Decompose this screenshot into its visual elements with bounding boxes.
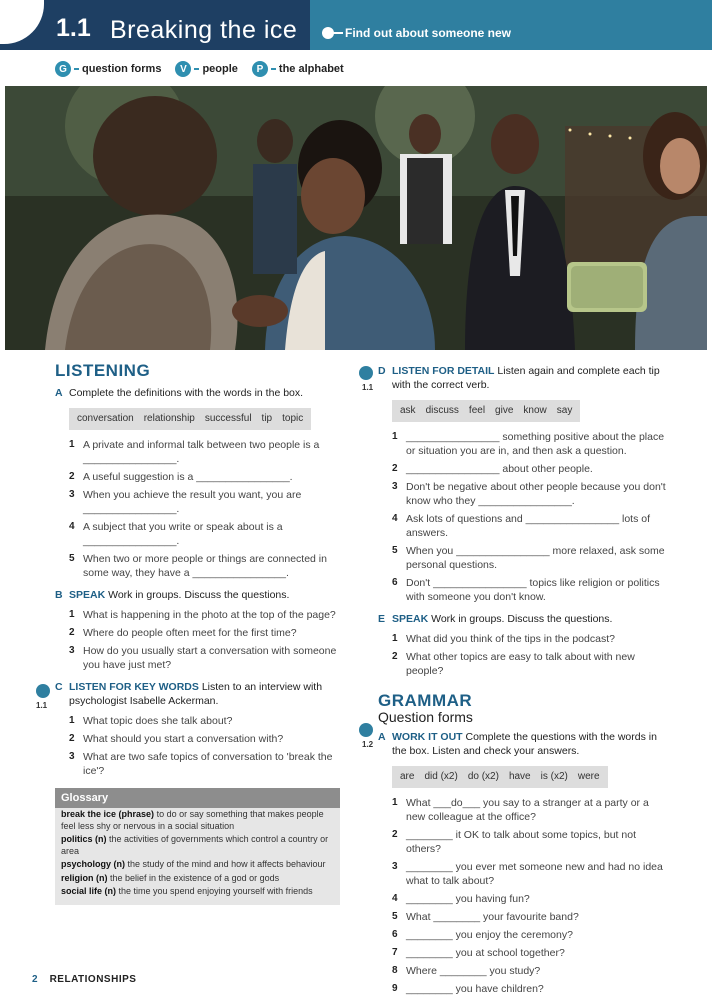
- task-text: Listen to an interview with psychologist Isabelle Ackerman.: [69, 681, 323, 707]
- item-text: What should you start a conversation with?: [83, 733, 284, 745]
- item-text: A subject that you write or speak about is a ________________.: [83, 521, 283, 547]
- task-a-items: [69, 438, 345, 580]
- item-text: ________ you having fun?: [406, 893, 530, 905]
- list-item: 4 Ask lots of questions and ________________ lots of answers.: [392, 512, 668, 540]
- tag-connector: [271, 68, 276, 70]
- right-column: [378, 364, 668, 1000]
- task-letter: D: [378, 365, 386, 377]
- task-letter: C: [55, 681, 63, 693]
- task-d-items: [392, 430, 668, 604]
- tag-connector: [194, 68, 199, 70]
- list-item: 7 ________ you at school together?: [392, 947, 565, 959]
- item-text: Where ________ you study?: [406, 965, 541, 977]
- grammar-task-a-instruction: [378, 730, 668, 758]
- task-text: Complete the questions with the words in the box. Listen and check your answers.: [392, 731, 657, 757]
- task-key: LISTEN FOR DETAIL: [392, 365, 495, 377]
- lesson-goal: Find out about someone new: [345, 26, 511, 40]
- word-box-item: successful: [204, 413, 252, 424]
- page-footer: [32, 974, 136, 985]
- task-e-instruction: [378, 612, 668, 626]
- glossary-entry: politics (n) the activities of governments which control a country or area: [61, 834, 329, 856]
- task-text: Listen again and complete each tip with the correct verb.: [392, 365, 660, 391]
- goal-connector: [333, 32, 343, 34]
- list-item: 5 When you ________________ more relaxed, ask some personal questions.: [392, 544, 668, 572]
- list-item: 3 Don't be negative about other people because you don't know who they ________________.: [392, 480, 668, 508]
- list-item: 1 What did you think of the tips in the podcast?: [392, 633, 615, 645]
- photo-illustration: [5, 86, 707, 350]
- list-item: 8 Where ________ you study?: [392, 965, 541, 977]
- word-box-item: say: [556, 405, 573, 416]
- party-photo: [5, 86, 707, 350]
- list-item: 2 A useful suggestion is a ________________.: [69, 471, 293, 483]
- task-key: SPEAK: [392, 613, 429, 625]
- unit-title: Breaking the ice: [110, 16, 298, 44]
- header-goal-panel: [310, 0, 712, 50]
- word-box-item: tip: [261, 413, 273, 424]
- task-b-items: [69, 608, 345, 672]
- task-c-instruction: [55, 680, 345, 708]
- task-letter: E: [378, 613, 386, 625]
- item-text: Don't ________________ topics like religion or politics with someone you don't know.: [406, 577, 660, 603]
- list-item: 1 What is happening in the photo at the top of the page?: [69, 609, 336, 621]
- item-text: ________ you ever met someone new and had no idea what to talk about?: [406, 861, 663, 887]
- item-text: A useful suggestion is a ________________.: [83, 471, 293, 483]
- word-box-item: relationship: [143, 413, 195, 424]
- item-text: What ___do___ you say to a stranger at a party or a new colleague at the office?: [406, 797, 649, 823]
- item-text: ________ you enjoy the ceremony?: [406, 929, 573, 941]
- grammar-task-a-items: [392, 796, 668, 996]
- word-box-item: know: [523, 405, 547, 416]
- item-text: What did you think of the tips in the podcast?: [406, 633, 615, 645]
- list-item: 3 What are two safe topics of conversation to 'break the ice'?: [69, 750, 345, 778]
- word-box-item: ask: [400, 405, 416, 416]
- list-item: 2 ________ it OK to talk about some topics, but not others?: [392, 828, 668, 856]
- task-key: WORK IT OUT: [392, 731, 463, 743]
- tag-vocabulary: [175, 61, 237, 77]
- item-text: When you achieve the result you want, you are ________________.: [83, 489, 302, 515]
- task-key: SPEAK: [69, 589, 106, 601]
- unit-number: 1.1: [56, 14, 91, 42]
- audio-track-code: 1.2: [362, 740, 374, 749]
- word-box-a: [69, 408, 311, 430]
- lesson-tags: [55, 60, 344, 78]
- word-box-item: have: [508, 771, 531, 782]
- item-text: ________ it OK to talk about some topics, but not others?: [406, 829, 636, 855]
- glossary-box: [55, 788, 340, 905]
- glossary-title: Glossary: [55, 788, 340, 808]
- list-item: 2 What other topics are easy to talk about with new people?: [392, 650, 668, 678]
- item-text: ________ you have children?: [406, 983, 544, 995]
- item-text: When two or more people or things are connected in some way, they have a ________________.: [83, 553, 327, 579]
- word-box-item: feel: [468, 405, 486, 416]
- grammar-subtitle: Question forms: [378, 709, 473, 725]
- list-item: 2 ________________ about other people.: [392, 463, 593, 475]
- audio-play-icon[interactable]: [359, 366, 373, 380]
- item-text: ________________ about other people.: [406, 463, 593, 475]
- audio-track-code: 1.1: [362, 383, 374, 392]
- list-item: 1 What topic does she talk about?: [69, 715, 233, 727]
- word-box-d: [392, 400, 580, 422]
- glossary-entry: psychology (n) the study of the mind and how it affects behaviour: [61, 859, 326, 869]
- task-text: Complete the definitions with the words in the box.: [69, 387, 304, 399]
- list-item: 2 Where do people often meet for the first time?: [69, 627, 297, 639]
- item-text: What other topics are easy to talk about with new people?: [406, 651, 635, 677]
- word-box-item: is (x2): [540, 771, 568, 782]
- item-text: When you ________________ more relaxed, ask some personal questions.: [406, 545, 665, 571]
- word-box-item: conversation: [77, 413, 134, 424]
- glossary-entry: religion (n) the belief in the existence of a god or gods: [61, 872, 280, 883]
- item-text: How do you usually start a conversation with someone you have just met?: [83, 645, 337, 671]
- list-item: 3 When you achieve the result you want, you are ________________.: [69, 488, 345, 516]
- list-item: 1 What ___do___ you say to a stranger at a party or a new colleague at the office?: [392, 796, 668, 824]
- vocabulary-badge-icon: V: [175, 61, 191, 77]
- pronunciation-badge-icon: P: [252, 61, 268, 77]
- list-item: 5 What ________ your favourite band?: [392, 911, 579, 923]
- item-text: Ask lots of questions and ________________ lots of answers.: [406, 513, 651, 539]
- grammar-badge-icon: G: [55, 61, 71, 77]
- task-letter: B: [55, 589, 63, 601]
- list-item: 1 ________________ something positive about the place or situation you are in, and then ask a question.: [392, 430, 668, 458]
- list-item: 4 ________ you having fun?: [392, 893, 530, 905]
- task-e-items: [392, 632, 668, 678]
- word-box-item: do (x2): [467, 771, 499, 782]
- list-item: 2 What should you start a conversation with?: [69, 733, 284, 745]
- task-c-items: [69, 714, 345, 778]
- task-letter: A: [55, 387, 63, 399]
- word-box-item: are: [400, 771, 415, 782]
- list-item: 9 ________ you have children?: [392, 983, 544, 995]
- tag-label: the alphabet: [278, 63, 344, 75]
- item-text: What ________ your favourite band?: [406, 911, 579, 923]
- audio-play-icon[interactable]: [36, 684, 50, 698]
- task-key: LISTEN FOR KEY WORDS: [69, 681, 199, 693]
- unit-header: [0, 0, 712, 50]
- item-text: What topic does she talk about?: [83, 715, 233, 727]
- task-a-instruction: [55, 386, 345, 400]
- word-box-item: discuss: [425, 405, 459, 416]
- task-text: Work in groups. Discuss the questions.: [108, 589, 290, 601]
- list-item: 1 A private and informal talk between two people is a ________________.: [69, 438, 345, 466]
- item-text: ________ you at school together?: [406, 947, 565, 959]
- tag-grammar: [55, 61, 161, 77]
- tag-label: people: [202, 63, 238, 75]
- word-box-grammar: [392, 766, 608, 788]
- item-text: What is happening in the photo at the top of the page?: [83, 609, 336, 621]
- listening-heading: LISTENING: [55, 361, 151, 380]
- word-box-item: were: [577, 771, 600, 782]
- left-column: [55, 361, 345, 905]
- list-item: 3 How do you usually start a conversation with someone you have just met?: [69, 644, 345, 672]
- list-item: 6 ________ you enjoy the ceremony?: [392, 929, 573, 941]
- tag-pronunciation: [252, 61, 344, 77]
- glossary-entry: break the ice (phrase) to do or say something that makes people feel less shy or nervous in a social situation: [61, 809, 324, 831]
- item-text: ________________ something positive about the place or situation you are in, and then ask a question.: [406, 431, 665, 457]
- word-box-item: give: [495, 405, 514, 416]
- list-item: 3 ________ you ever met someone new and had no idea what to talk about?: [392, 860, 668, 888]
- page-number: 2: [32, 974, 38, 985]
- list-item: 4 A subject that you write or speak about is a ________________.: [69, 520, 345, 548]
- grammar-heading: GRAMMAR: [378, 691, 473, 710]
- tag-connector: [74, 68, 79, 70]
- list-item: 6 Don't ________________ topics like religion or politics with someone you don't know.: [392, 576, 668, 604]
- item-text: What are two safe topics of conversation to 'break the ice'?: [83, 751, 333, 777]
- item-text: A private and informal talk between two people is a ________________.: [83, 439, 320, 465]
- audio-play-icon[interactable]: [359, 723, 373, 737]
- word-box-item: did (x2): [424, 771, 458, 782]
- task-text: Work in groups. Discuss the questions.: [431, 613, 613, 625]
- tag-label: question forms: [82, 63, 162, 75]
- word-box-item: topic: [282, 413, 304, 424]
- task-d-instruction: [378, 364, 668, 392]
- audio-track-code: 1.1: [36, 701, 48, 710]
- footer-unit-name: RELATIONSHIPS: [49, 974, 137, 985]
- item-text: Where do people often meet for the first time?: [83, 627, 297, 639]
- item-text: Don't be negative about other people because you don't know who they ________________.: [406, 481, 666, 507]
- list-item: 5 When two or more people or things are connected in some way, they have a ________________.: [69, 552, 345, 580]
- task-b-instruction: [55, 588, 345, 602]
- glossary-entry: social life (n) the time you spend enjoying yourself with friends: [61, 886, 313, 896]
- task-letter: A: [378, 731, 386, 743]
